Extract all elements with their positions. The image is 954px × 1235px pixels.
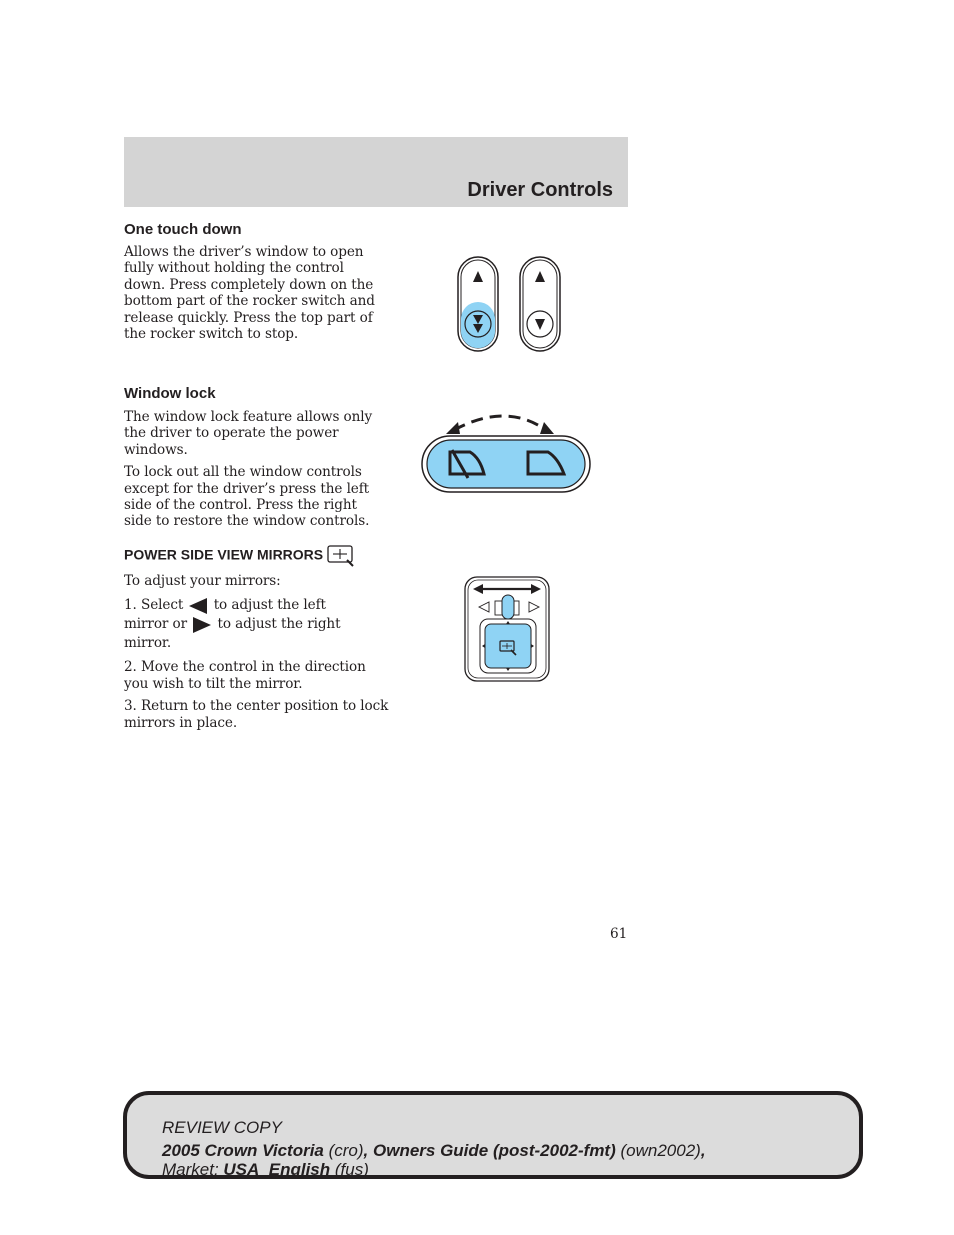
mirrors-step-2: 2. Move the control in the direction you wish to tilt the mirror.: [124, 659, 366, 692]
mirrors-intro: To adjust your mirrors:: [124, 573, 281, 589]
footer-market: Market: USA_English (fus): [162, 1160, 369, 1179]
mirror-symbol-icon: [327, 545, 355, 567]
right-arrow-icon: [191, 617, 213, 633]
window-lock-switch-icon: [418, 408, 594, 496]
window-lock-body-1: The window lock feature allows only the driver to operate the power windows.: [124, 409, 373, 458]
mirrors-step-3: 3. Return to the center position to lock mirrors in place.: [124, 698, 389, 731]
footer-review-copy: REVIEW COPY: [162, 1118, 282, 1137]
one-touch-heading: One touch down: [124, 221, 242, 238]
page-number: 61: [610, 926, 628, 942]
mirrors-step-1: 1. Select to adjust the left mirror or to adjust the right mirror.: [124, 597, 341, 652]
left-arrow-icon: [187, 598, 209, 614]
mirrors-section: [124, 545, 394, 731]
one-touch-body: Allows the driver’s window to open fully without holding the control down. Press completely down on the bottom part of the rocker switch and release quickly. Press the top part of the rocker switch to stop.: [124, 244, 375, 343]
mirror-control-icon: [463, 575, 551, 685]
section-header: [124, 137, 628, 207]
window-lock-section: [124, 385, 380, 530]
one-touch-section: [124, 221, 380, 342]
window-lock-body-2: To lock out all the window controls except for the driver’s press the left side of the control. Press the right side to restore the window controls.: [124, 464, 370, 530]
window-lock-heading: Window lock: [124, 385, 216, 402]
footer-doc-info: 2005 Crown Victoria (cro), Owners Guide (post-2002-fmt) (own2002),: [162, 1141, 706, 1160]
window-switch-icon: [450, 253, 570, 357]
mirrors-heading: POWER SIDE VIEW MIRRORS: [124, 545, 394, 567]
section-title: Driver Controls: [467, 179, 613, 201]
